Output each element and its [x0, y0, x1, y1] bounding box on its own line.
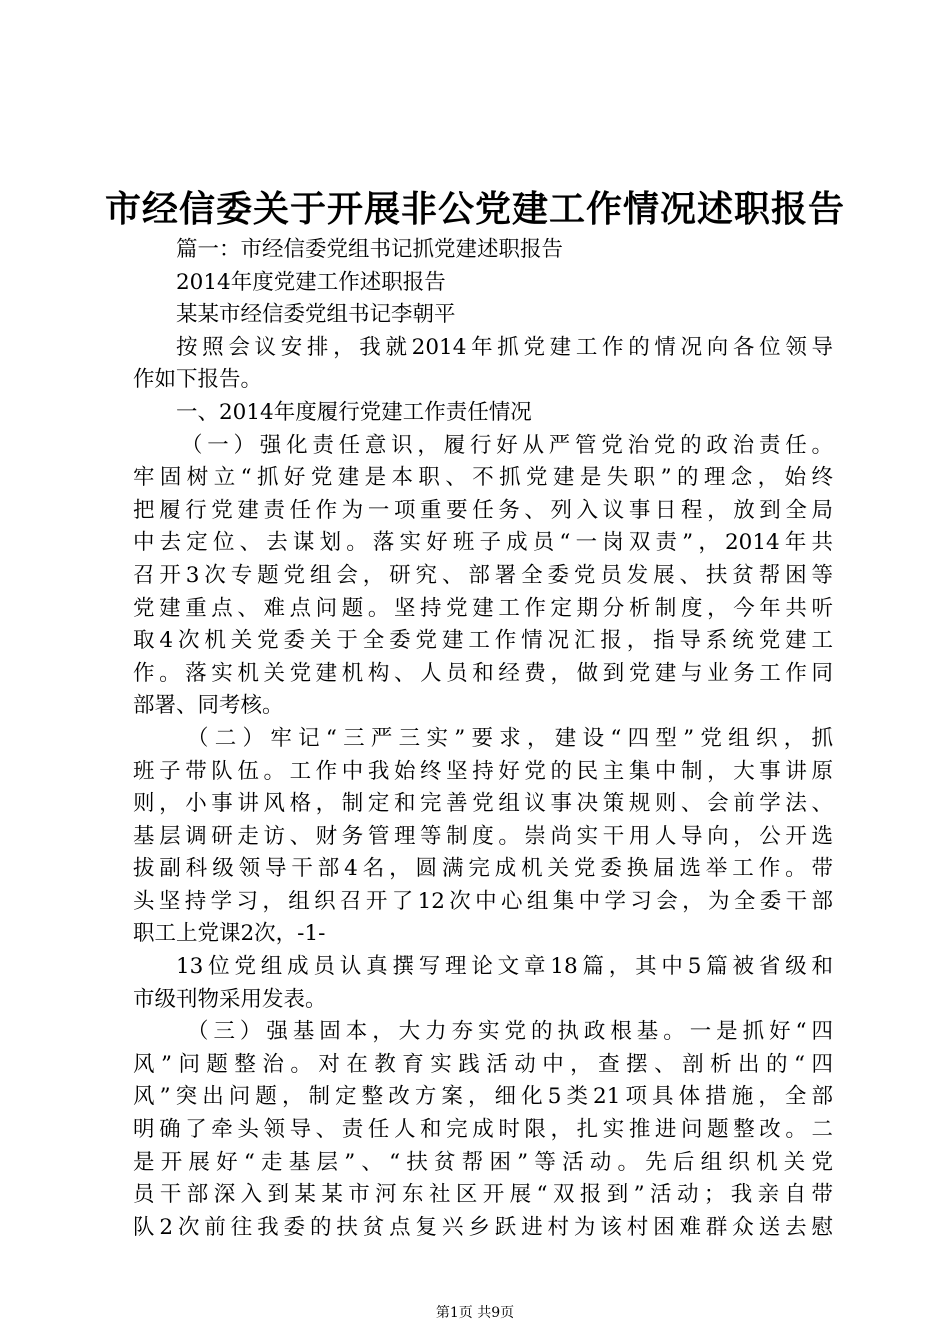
section-heading: 篇一：市经信委党组书记抓党建述职报告	[176, 237, 564, 262]
text-line: 职工上党课2次，-1-	[133, 921, 326, 947]
subsection-heading: 一、2014年度履行党建工作责任情况	[176, 399, 532, 425]
text-line: 部署、同考核。	[133, 693, 284, 719]
text-line: 牢固树立“抓好党建是本职、不抓党建是失职”的理念，始终	[133, 465, 833, 491]
author-line: 某某市经信委党组书记李朝平	[176, 302, 456, 328]
text-line: （三）强基固本，大力夯实党的执政根基。一是抓好“四	[187, 1019, 833, 1045]
text-line: 召开3次专题党组会，研究、部署全委党员发展、扶贫帮困等	[133, 562, 833, 588]
text-line: 拔副科级领导干部4名，圆满完成机关党委换届选举工作。带	[133, 856, 833, 882]
text-line: 13位党组成员认真撰写理论文章18篇，其中5篇被省级和	[176, 954, 833, 980]
text-line: 按照会议安排，我就2014年抓党建工作的情况向各位领导	[176, 334, 833, 360]
text-line: 明确了牵头领导、责任人和完成时限，扎实推进问题整改。二	[133, 1117, 833, 1143]
text-line: 党建重点、难点问题。坚持党建工作定期分析制度，今年共听	[133, 595, 833, 621]
text-line: 风”问题整治。对在教育实践活动中，查摆、剖析出的“四	[133, 1051, 833, 1077]
text-line: 是开展好“走基层”、“扶贫帮困”等活动。先后组织机关党	[133, 1149, 833, 1175]
text-line: 中去定位、去谋划。落实好班子成员“一岗双责”，2014年共	[133, 530, 833, 556]
text-line: 把履行党建责任作为一项重要任务、列入议事日程，放到全局	[133, 497, 833, 523]
text-line: （二）牢记“三严三实”要求，建设“四型”党组织，抓	[187, 725, 833, 751]
text-line: 班子带队伍。工作中我始终坚持好党的民主集中制，大事讲原	[133, 758, 833, 784]
text-line: 员干部深入到某某市河东社区开展“双报到”活动；我亲自带	[133, 1182, 833, 1208]
text-line: 风”突出问题，制定整改方案，细化5类21项具体措施，全部	[133, 1084, 833, 1110]
text-line: （一）强化责任意识，履行好从严管党治党的政治责任。	[181, 432, 833, 458]
report-title-line: 2014年度党建工作述职报告	[176, 269, 446, 295]
text-line: 队2次前往我委的扶贫点复兴乡跃进村为该村困难群众送去慰	[133, 1214, 833, 1240]
text-line: 取4次机关党委关于全委党建工作情况汇报，指导系统党建工	[133, 628, 833, 654]
text-line: 作如下报告。	[133, 367, 263, 393]
text-line: 作。落实机关党建机构、人员和经费，做到党建与业务工作同	[133, 660, 833, 686]
document-body	[133, 234, 833, 1244]
page-footer: 第1页 共9页	[435, 1305, 515, 1321]
text-line: 则，小事讲风格，制定和完善党组议事决策规则、会前学法、	[133, 791, 833, 817]
text-line: 市级刊物采用发表。	[133, 986, 327, 1012]
text-line: 基层调研走访、财务管理等制度。崇尚实干用人导向，公开选	[133, 823, 833, 849]
document-title: 市经信委关于开展非公党建工作情况述职报告	[104, 188, 845, 230]
text-line: 头坚持学习，组织召开了12次中心组集中学习会，为全委干部	[133, 888, 833, 914]
